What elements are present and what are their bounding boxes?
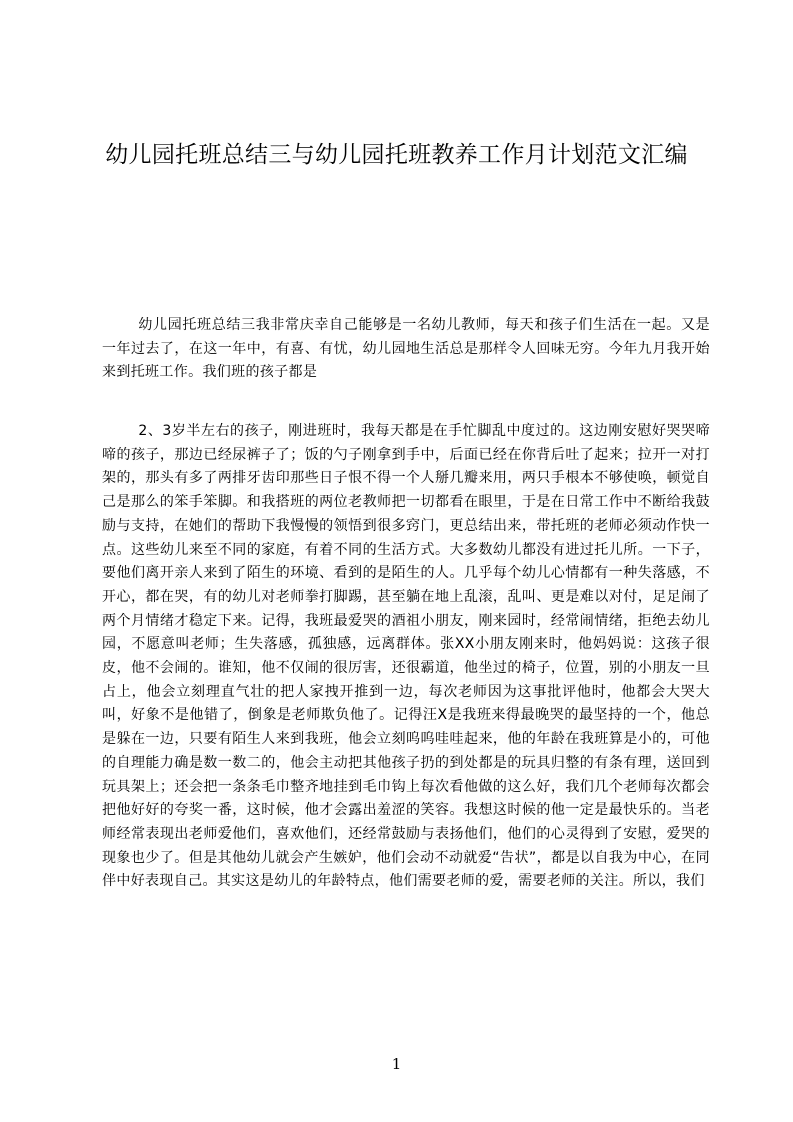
- paragraph-intro: 幼儿园托班总结三我非常庆幸自己能够是一名幼儿教师，每天和孩子们生活在一起。又是一年过去了，在这一年中，有喜、有忧，幼儿园地生活总是那样令人回味无穷。今年九月我开始来到托班工作。我们班的孩子都是: [102, 317, 710, 381]
- paragraph-main: 2、3岁半左右的孩子，刚进班时，我每天都是在手忙脚乱中度过的。这边刚安慰好哭哭啼啼的孩子，那边已经尿裤子了；饭的勺子刚拿到手中，后面已经在你背后吐了起来；拉开一对打架的，那头有多了两排牙齿印那些日子恨不得一个人掰几瓣来用，两只手根本不够使唤，顿觉自己是那么的笨手笨脚。和我搭班的两位老教师把一切都看在眼里，于是在日常工作中不断给我鼓励与支持，在她们的帮助下我慢慢的领悟到很多窍门，更总结出来，带托班的老师必须动作快一点。这些幼儿来至不同的家庭，有着不同的生活方式。大多数幼儿都没有进过托儿所。一下子，要他们离开亲人来到了陌生的环境、看到的是陌生的人。几乎每个幼儿心情都有一种失落感，不开心，都在哭，有的幼儿对老师拳打脚踢，甚至躺在地上乱滚，乱叫、更是难以对付，足足闹了两个月情绪才稳定下来。记得，我班最爱哭的酒祖小朋友，刚来园时，经常闹情绪，拒绝去幼儿园，不愿意叫老师；生失落感，孤独感，远离群体。张XX小朋友刚来时，他妈妈说：这孩子很皮，他不会闹的。谁知，他不仅闹的很厉害，还很霸道，他坐过的椅子，位置，别的小朋友一旦占上，他会立刻理直气壮的把人家拽开推到一边，每次老师因为这事批评他时，他都会大哭大叫，好象不是他错了，倒象是老师欺负他了。记得汪X是我班来得最晚哭的最坚持的一个，他总是躲在一边，只要有陌生人来到我班，他会立刻呜呜哇哇起来，他的年龄在我班算是小的，可他的自理能力确是数一数二的，他会主动把其他孩子扔的到处都是的玩具归整的有条有理，送回到玩具架上；还会把一条条毛巾整齐地挂到毛巾钩上每次看他做的这么好，我们几个老师每次都会把他好好的夸奖一番，这时候，他才会露出羞涩的笑容。我想这时候的他一定是最快乐的。当老师经常表现出老师爱他们，喜欢他们，还经常鼓励与表扬他们，他们的心灵得到了安慰，爱哭的现象也少了。但是其他幼儿就会产生嫉妒，他们会动不动就爱“告状”，都是以自我为中心，在同伴中好表现自己。其实这是幼儿的年龄特点，他们需要老师的爱，需要老师的关注。所以，我们: [102, 423, 710, 890]
- document-title: 幼儿园托班总结三与幼儿园托班教养工作月计划范文汇编: [105, 142, 688, 168]
- page-number: 1: [391, 1055, 402, 1073]
